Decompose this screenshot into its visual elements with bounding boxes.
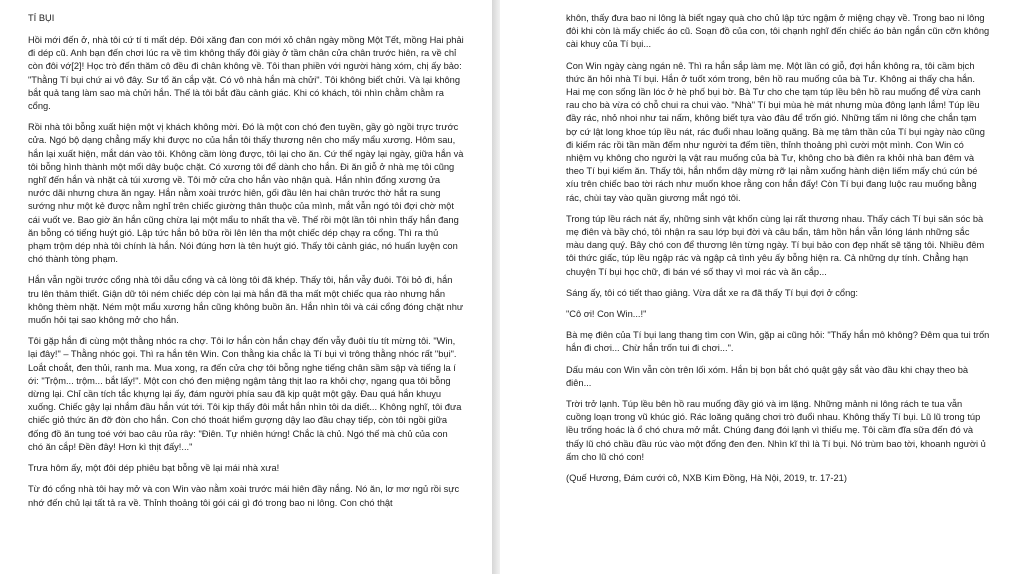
left-paragraph-5: Trưa hôm ấy, một đôi dép phiêu bạt bỗng về lại mái nhà xưa! bbox=[28, 463, 280, 474]
right-paragraph-8: Trời trở lạnh. Túp lều bên hồ rau muống đầy gió và im lặng. Những mảnh ni lông rách te tua vẫn cuồng loạn trong vũ khúc gió. Rác loăng quăng chơi trò đuổi nhau. Không thấy Tí bụi. Lũ lũ trong túp lều trống hoác là ổ chó chưa mở mắt. Chúng đang đói lạnh vì thiếu mẹ. Tôi cầm đĩa sữa đến đó và thấy lũ chó chầu đầu rúc vào một đống đen đen. Nhìn kĩ thì là Tí bụi. Nó trùm bao tời, khoanh người ủ ấm cho lũ chó con! bbox=[566, 399, 986, 462]
left-paragraph-6: Từ đó cổng nhà tôi hay mở và con Win vào nằm xoài trước mái hiên đầy nắng. Nó ăn, lơ mơ ngủ rồi sực nhớ đến chủ lại tất tả ra về. Thỉnh thoảng tôi gói cái gì đó trong bao ni lông. Con chó thật bbox=[28, 484, 460, 508]
right-paragraph-6: Bà mẹ điên của Tí bụi lang thang tìm con Win, gặp ai cũng hỏi: "Thấy hắn mô không? Đêm qua tui trốn hắn đi chơi... Chừ hắn trốn tui đi chơi...". bbox=[566, 330, 990, 354]
right-page bbox=[500, 0, 1024, 574]
left-page bbox=[0, 0, 492, 574]
story-title: TÍ BỤI bbox=[28, 13, 55, 23]
left-paragraph-3: Hắn vẫn ngồi trước cổng nhà tôi dẫu cổng và cả lòng tôi đã khép. Thấy tôi, hắn vẫy đuôi. Tôi bỏ đi, hắn tru lên thảm thiết. Giận dữ tôi ném chiếc dép còn lại mà hắn đã tha mất một chiếc qua rào nhưng hắn không thèm nhặt. Ném một mẩu xương hắn cũng không buồn ăn. Hắn nhìn tôi và cái cổng đóng chặt như muốn hỏi tại sao không mở cho hắn. bbox=[28, 275, 464, 326]
left-paragraph-2: Rồi nhà tôi bỗng xuất hiện một vị khách không mời. Đó là một con chó đen tuyền, gầy gò ngồi trực trước cửa. Ngó bộ dạng chẳng mấy khi được no của hắn tôi thấy thương nên cho mấy mẩu xương. Hôm sau, hắn lại xuất hiện, mắt dán vào tôi. Không cầm lòng được, tôi lại cho ăn. Cứ thế ngày lại ngày, giữa hắn và tôi bỗng hình thành một mối dây buộc chặt. Có xương tôi để dành cho hắn. Đi ăn giỗ ở nhà mẹ tôi cũng nghĩ đến hắn và nhặt cả túi xương về. Tôi mở cửa cho hắn vào nhận quà. Hắn nhìn đống xương ửa nước dãi nhưng chưa ăn ngay. Hắn nằm xoài trước hiên, gối đầu lên hai chân trước thờ hắt ra sung sướng như một kẻ được nằm nghỉ trên chiếc giường thân thuộc của mình, mắt vẫn ngó tôi đợi chờ một cái vuốt ve. Bao giờ ăn hắn cũng chừa lại một mẩu to nhất tha về. Thế rồi một lần tôi nhìn thấy hắn đang ăn bỗng có tiếng huýt gió. Lập tức hắn bỏ bữa rồi lên lên tha một chiếc dép chạy ra cổng. Thì ra thủ phạm trộm dép nhà tôi chính là hắn. Nói đúng hơn là tên huýt gió. Thấy tôi cảnh giác, nó huấn luyện con chó thành tòng phạm. bbox=[28, 122, 464, 265]
right-paragraph-7: Dấu máu con Win vẫn còn trên lối xóm. Hắn bị bọn bắt chó quật gậy sắt vào đầu khi chạy theo bà điên... bbox=[566, 364, 969, 388]
source-citation: (Quế Hương, Đám cưới cô, NXB Kim Đồng, Hà Nội, 2019, tr. 17-21) bbox=[566, 473, 847, 484]
right-paragraph-3: Trong túp lều rách nát ấy, những sinh vật khốn cùng lại rất thương nhau. Thấy cách Tí bụi săn sóc bà mẹ điên và bầy chó, tôi nhận ra sau lớp bụi đời và câu bẩn, tâm hồn hắn vẫn lóng lánh những sắc màu dang quý. Bây chó con để thương lên từng ngày. Tí bụi bảo con đẹp nhất sẽ tặng tôi. Nhiều đêm tôi thức giấc, túp lều ngập rác và ngập cả tình yêu ấy bỗng hiện ra. Cả những dự tính. Chẳng hạn chuyện Tí bụi học chữ, đi bán vé số thay vì moi rác và ăn cắp... bbox=[566, 213, 985, 277]
right-paragraph-1: khôn, thấy đưa bao ni lông là biết ngay quà cho chủ lập tức ngậm ở miệng chạy về. Trong bao ni lông đôi khi còn là mấy chiếc áo cũ. Soạn đồ của con, tôi chạnh nghĩ đến chiếc áo bản ngắn cũn cỡn không cài khuy của Tí bụi... bbox=[566, 13, 990, 50]
right-paragraph-2: Con Win ngày càng ngán nê. Thì ra hắn sắp làm mẹ. Một lần có giỗ, đợi hắn không ra, tôi cầm bịch thức ăn hỏi nhà Tí bụi. Hắn ở tuốt xóm trong, bên hồ rau muống của bà Tư. Không ai thấy cha hắn. Hai mẹ con sống lần lóc ở hè phố bụi bờ. Bà Tư cho che tạm túp lều bên hồ rau muống để vừa canh rau cho bà vừa có chỗ chui ra chui vào. "Nhà" Tí bụi mùa hè mát nhưng mùa đông lạnh lắm! Túp lều đầy rác, nhỏ nhoi như tai nấm, không biết tựa vào đâu để trốn gió. Những tấm ni lông che chắn tạm bợ cứ lật long khoe túp lều nát, rác đuổi nhau loăng quăng. Bà mẹ tâm thần của Tí bụi ngày nào cũng đi kiếm rác rồi tần mần đếm như người ta đếm tiền, thỉnh thoảng phì cười một mình. Con Win có nhiệm vụ không cho người lạ vật rau muống của bà Tư, không cho bà điên ra khỏi nhà ban đêm và theo Tí bụi kiếm ăn. Thấy tôi, hắn nhổm dậy mừng rỡ lại nằm xuống hành diện liếm mấy chú cún bé xíu trên chiếc bao tời rách như muốn khoe rằng con hắn đấy! Còn Tí bụi đang luộc rau muống bằng rác, chùi tay vào quần giương mắt ngó tôi. bbox=[566, 60, 985, 203]
right-paragraph-4: Sáng ấy, tôi có tiết thao giảng. Vừa dắt xe ra đã thấy Tí bụi đợi ở cổng: bbox=[566, 287, 858, 298]
left-paragraph-4: Tôi gặp hắn đi cùng một thằng nhóc ra chợ. Tôi lơ hắn còn hắn chạy đến vẫy đuôi tíu tít mừng tôi. "Win, lại đây!" – Thằng nhóc gọi. Thì ra hắn tên Win. Con thằng kia chắc là Tí bụi vì trông thằng nhóc rất "bụi". Loắt choắt, đen thủi, ranh ma. Mua xong, ra đến cửa chợ tôi bỗng nghe tiếng chân sầm sập và tiếng la í ới: "Trộm... trộm... bắt lấy!". Một con chó đen miệng ngậm tảng thịt lao ra khỏi chợ, ngang qua tôi bỗng dừng lại. Chỉ cần tích tắc khựng lại ấy, đám người phía sau đã kịp quật một gậy. Đau quá hắn khuỵu xuống. Chiếc gậy lại nhắm đầu hắn vút tới. Tôi kịp thấy đôi mắt hắn nhìn tôi da diết... Không nghĩ, tôi đưa chiếc giỏ thức ăn đỡ đòn cho hắn. Con chó thoát hiểm gượng dậy lao đầu chạy tiếp, còn tôi ngồi giữa đống đồ ăn tung toé với bao câu rủa rây: "Điên. Tự nhiên hứng! Chắc là chủ. Ngó thế mà chủ của con chó ăn cắp! Đền đây! Hơn kì thịt đấy!..." bbox=[28, 336, 462, 452]
left-paragraph-1: Hồi mới đến ở, nhà tôi cứ tí ti mất dép. Đôi xăng đan con mới xỏ chân ngày mồng Một Tết, mồng Hai phải đi dép cũ. Anh bạn đến chơi lúc ra về tìm không thấy đôi giày ở tầm chân cửa chân trước hiên, ra về chỉ còn đôi vớ[2]! Học trò đến thăm cô đều đi chân không về. Tôi than phiền với người hàng xóm, chị ấy bảo: "Thằng Tí bụi chứ ai vô đây. Sư tổ ăn cắp vặt. Có vô nhà hắn mà chửi". Tôi không biết chửi. Và lại không bắt quả tang làm sao mà chửi hắn. Thế là tôi bắt đầu cảnh giác. Khi có khách, tôi nhìn chằm chằm ra cổng. bbox=[28, 35, 464, 112]
right-paragraph-5: "Cô ơi! Con Win...!" bbox=[566, 309, 647, 320]
page-gutter bbox=[492, 0, 500, 574]
